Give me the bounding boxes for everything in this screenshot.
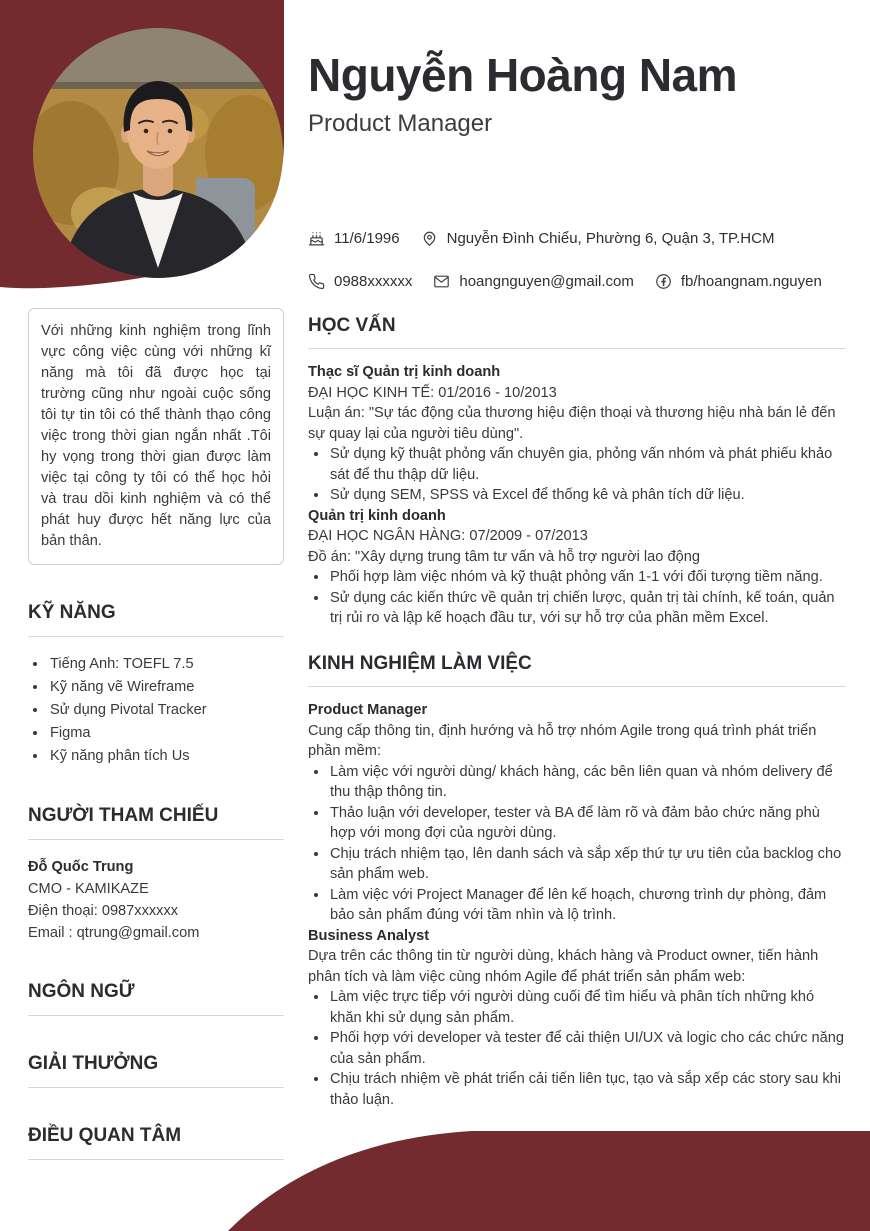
role-title: Business Analyst xyxy=(308,927,430,944)
birthday-item xyxy=(308,230,400,247)
facebook-item xyxy=(655,273,822,290)
experience-heading: KINH NGHIỆM LÀM VIỆC xyxy=(308,654,846,688)
experience-bullet: • Làm việc với Project Manager để lên kế hoạch, chương trình dự phòng, đảm bảo sản phẩm đúng với tầm nhìn và lộ trình. xyxy=(329,885,846,926)
reference-position: CMO - KAMIKAZE xyxy=(28,880,149,897)
section-experience xyxy=(308,654,846,1111)
experience-bullet: • Phối hợp với developer và tester để cải thiện UI/UX và logic cho các chức năng của sản phẩm. xyxy=(329,1028,846,1069)
experience-bullet: • Thảo luận với developer, tester và BA để làm rõ và đảm bảo chức năng phù hợp với mong đợi của người dùng. xyxy=(329,803,846,844)
phone-item xyxy=(308,273,412,290)
school-line: ĐẠI HỌC KINH TẾ: 01/2016 - 10/2013 xyxy=(308,384,557,401)
school-line: ĐẠI HỌC NGÂN HÀNG: 07/2009 - 07/2013 xyxy=(308,528,588,545)
facebook-icon xyxy=(655,273,672,290)
envelope-icon xyxy=(433,273,450,290)
role-summary: Cung cấp thông tin, định hướng và hỗ trợ nhóm Agile trong quá trình phát triển phần mềm: xyxy=(308,722,817,760)
education-bullet: • Phối hợp làm việc nhóm và kỹ thuật phỏng vấn 1-1 với đối tượng tiềm năng. xyxy=(329,567,846,588)
experience-bullet: • Làm việc với người dùng/ khách hàng, các bên liên quan và nhóm delivery để thu thập thông tin. xyxy=(329,762,846,803)
experience-bullet: • Chịu trách nhiệm tạo, lên danh sách và sắp xếp thứ tự ưu tiên của backlog cho sản phẩm web. xyxy=(329,844,846,885)
profile-photo xyxy=(33,28,283,278)
degree-title: Quản trị kinh doanh xyxy=(308,507,446,524)
thesis-line: Luận án: "Sự tác động của thương hiệu điện thoại và thương hiệu nhà bán lẻ đến sự quay lại của người tiêu dùng". xyxy=(308,405,836,442)
education-bullet: • Sử dụng SEM, SPSS và Excel để thống kê và phân tích dữ liệu. xyxy=(329,485,846,506)
skill-item: • Sử dụng Pivotal Tracker xyxy=(48,699,284,722)
address-value: Nguyễn Đình Chiểu, Phường 6, Quận 3, TP.HCM xyxy=(446,230,775,247)
experience-entry xyxy=(308,700,846,926)
skills-list xyxy=(28,653,284,768)
experience-bullets xyxy=(308,987,846,1110)
skill-item: • Kỹ năng vẽ Wireframe xyxy=(48,676,284,699)
reference-email: Email : qtrung@gmail.com xyxy=(28,924,200,941)
section-awards xyxy=(28,1053,284,1088)
education-bullet: • Sử dụng các kiến thức về quản trị chiến lược, quản trị tài chính, kế toán, quản trị rủi ro và lập kế hoạch đầu tư, với sự hỗ trợ của phần mềm Excel. xyxy=(329,588,846,629)
email-value: hoangnguyen@gmail.com xyxy=(459,273,634,290)
degree-title: Thạc sĩ Quản trị kinh doanh xyxy=(308,364,501,381)
skill-item: • Tiếng Anh: TOEFL 7.5 xyxy=(48,653,284,676)
cake-icon xyxy=(308,230,325,247)
education-bullet: • Sử dụng kỹ thuật phỏng vấn chuyên gia, phỏng vấn nhóm và phát phiếu khảo sát để thu thập dữ liệu. xyxy=(329,444,846,485)
reference-entry xyxy=(28,856,284,944)
facebook-value: fb/hoangnam.nguyen xyxy=(680,273,822,290)
experience-entry xyxy=(308,926,846,1111)
references-heading: NGƯỜI THAM CHIẾU xyxy=(28,805,284,840)
contact-info xyxy=(308,230,853,290)
languages-heading: NGÔN NGỮ xyxy=(28,981,284,1016)
section-interests xyxy=(28,1125,284,1160)
email-item xyxy=(433,273,634,290)
education-heading: HỌC VẤN xyxy=(308,316,846,350)
thesis-line: Đồ án: "Xây dựng trung tâm tư vấn và hỗ trợ người lao động xyxy=(308,548,700,565)
candidate-name: Nguyễn Hoàng Nam xyxy=(308,49,738,101)
experience-bullet: • Làm việc trực tiếp với người dùng cuối để tìm hiểu và phân tích những khó khăn khi sử dụng sản phẩm. xyxy=(329,987,846,1028)
phone-value: 0988xxxxxx xyxy=(334,273,413,290)
profile-summary: Với những kinh nghiệm trong lĩnh vực công việc cùng với những kĩ năng mà tôi đã được học tại trường cũng như ngoài cuộc sống tôi tự tin tôi có thể thành thạo công việc trong thời gian ngắn nhất .Tôi hy vọng trong thời gian được làm việc tại công ty tôi có thể học hỏi và trau dồi kinh nghiệm và có thể phát huy được hết năng lực của bản thân. xyxy=(28,308,284,565)
experience-bullets xyxy=(308,762,846,926)
skills-heading: KỸ NĂNG xyxy=(28,602,284,637)
experience-bullet: • Chịu trách nhiệm về phát triển cải tiến liên tục, tạo và sắp xếp các story sau khi thảo luận. xyxy=(329,1069,846,1110)
reference-name: Đỗ Quốc Trung xyxy=(28,858,134,875)
phone-icon xyxy=(308,273,325,290)
section-education xyxy=(308,316,846,629)
address-item xyxy=(421,230,775,247)
skill-item: • Kỹ năng phân tích Us xyxy=(48,745,284,768)
education-entry xyxy=(308,506,846,629)
location-pin-icon xyxy=(421,230,438,247)
skill-item: • Figma xyxy=(48,722,284,745)
role-summary: Dựa trên các thông tin từ người dùng, khách hàng và Product owner, tiến hành phân tích và làm việc cùng nhóm Agile để phát triển sản phẩm web: xyxy=(308,948,819,985)
awards-heading: GIẢI THƯỞNG xyxy=(28,1053,284,1088)
section-references xyxy=(28,805,284,944)
main-content xyxy=(308,300,846,1110)
sidebar xyxy=(28,308,284,1175)
birthday-value: 11/6/1996 xyxy=(334,230,400,247)
education-bullets xyxy=(308,444,846,506)
section-skills xyxy=(28,602,284,768)
education-entry xyxy=(308,362,846,506)
bottom-accent-shape xyxy=(210,1129,870,1231)
education-bullets xyxy=(308,567,846,629)
section-languages xyxy=(28,981,284,1016)
role-title: Product Manager xyxy=(308,702,428,719)
job-title: Product Manager xyxy=(308,109,493,137)
header xyxy=(308,50,848,138)
person-photo-illustration xyxy=(33,28,283,278)
interests-heading: ĐIỀU QUAN TÂM xyxy=(28,1125,284,1160)
reference-phone: Điện thoại: 0987xxxxxx xyxy=(28,902,179,919)
